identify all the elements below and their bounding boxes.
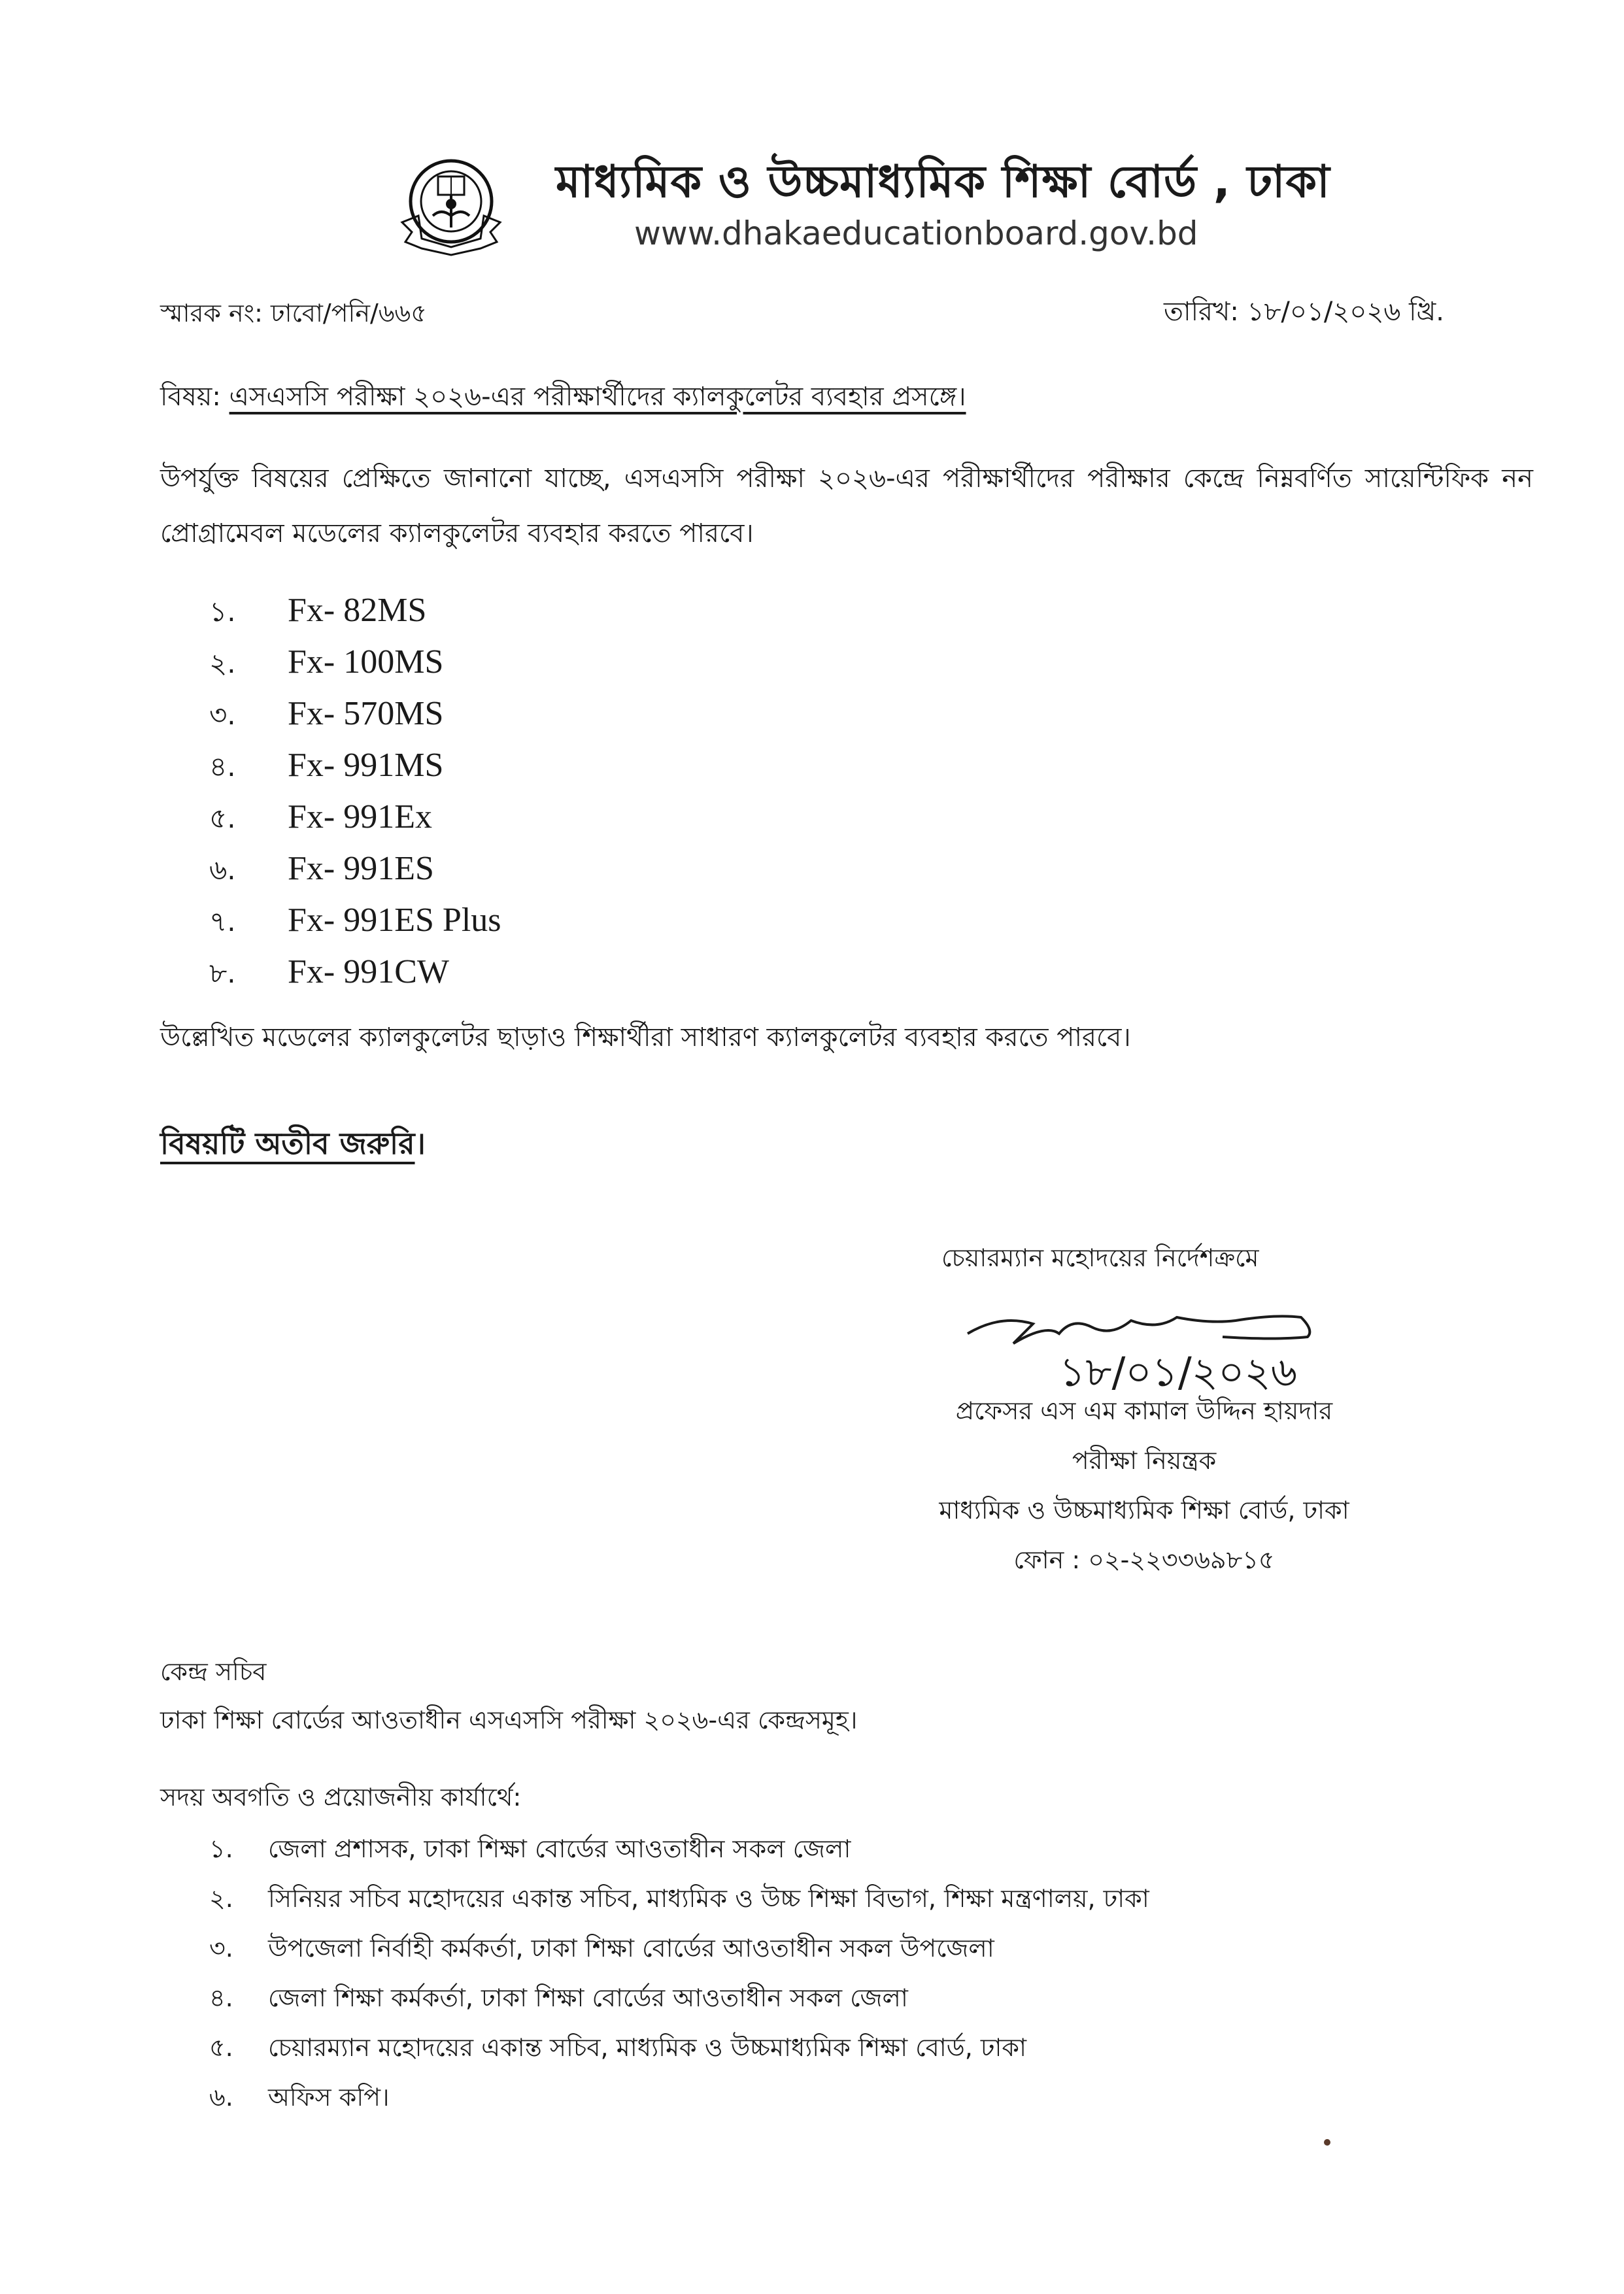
urgent-end: । <box>414 1126 426 1161</box>
model-name: Fx- 991ES Plus <box>288 902 501 939</box>
list-item <box>209 947 501 998</box>
list-number: ৫. <box>209 802 236 834</box>
model-name: Fx- 991CW <box>288 953 449 990</box>
list-text: অফিস কপি। <box>268 2083 390 2112</box>
board-name: মাধ্যমিক ও উচ্চমাধ্যমিক শিক্ষা বোর্ড , ঢাকা <box>556 156 1330 208</box>
signatory-name: প্রফেসর এস এম কামাল উদ্দিন হায়দার <box>955 1396 1333 1425</box>
list-number: ৩. <box>209 1934 233 1963</box>
signature-icon <box>961 1298 1406 1396</box>
list-item <box>209 585 501 637</box>
calculator-model-list <box>209 585 501 998</box>
signatory-designation: পরীক্ষা নিয়ন্ত্রক <box>1072 1446 1217 1475</box>
body-paragraph: উপর্যুক্ত বিষয়ের প্রেক্ষিতে জানানো যাচ্ছে, এসএসসি পরীক্ষা ২০২৬-এর পরীক্ষার্থীদের পরীক্ষার কেন্দ্রে নিম্নবর্ণিত সায়েন্টিফিক নন প্রোগ্রামেবল মডেলের ক্যালকুলেটর ব্যবহার করতে পারবে। <box>160 464 1533 548</box>
subject-line <box>160 376 966 420</box>
list-item <box>209 1874 1149 1923</box>
recipient-block <box>160 1647 857 1744</box>
additional-note: উল্লেখিত মডেলের ক্যালকুলেটর ছাড়াও শিক্ষার্থীরা সাধারণ ক্যালকুলেটর ব্যবহার করতে পারবে। <box>160 1022 1131 1053</box>
list-item <box>209 688 501 740</box>
list-text: জেলা শিক্ষা কর্মকর্তা, ঢাকা শিক্ষা বোর্ডের আওতাধীন সকল জেলা <box>268 1983 908 2012</box>
scan-speck <box>1324 2139 1330 2146</box>
model-name: Fx- 570MS <box>288 695 444 732</box>
recipient-title: কেন্দ্র সচিব <box>160 1657 267 1686</box>
list-item <box>209 1973 1149 2023</box>
list-item <box>209 1824 1149 1874</box>
list-item <box>209 895 501 947</box>
list-number: ৪. <box>209 751 236 783</box>
list-item <box>209 843 501 895</box>
list-text: উপজেলা নির্বাহী কর্মকর্তা, ঢাকা শিক্ষা বোর্ডের আওতাধীন সকল উপজেলা <box>268 1934 994 1963</box>
signatory-block <box>896 1386 1393 1585</box>
list-item <box>209 792 501 843</box>
list-number: ১. <box>209 1834 233 1863</box>
subject-text: এসএসসি পরীক্ষা ২০২৬-এর পরীক্ষার্থীদের ক্যালকুলেটর ব্যবহার প্রসঙ্গে। <box>229 382 966 412</box>
list-number: ৩. <box>209 699 236 731</box>
model-name: Fx- 991MS <box>288 747 444 784</box>
signatory-office: মাধ্যমিক ও উচ্চমাধ্যমিক শিক্ষা বোর্ড, ঢাকা <box>939 1496 1349 1525</box>
board-seal-icon <box>392 150 510 268</box>
recipient-detail: ঢাকা শিক্ষা বোর্ডের আওতাধীন এসএসসি পরীক্ষা ২০২৬-এর কেন্দ্রসমূহ। <box>160 1706 858 1734</box>
list-item <box>209 2072 1149 2122</box>
list-text: জেলা প্রশাসক, ঢাকা শিক্ষা বোর্ডের আওতাধীন সকল জেলা <box>268 1834 851 1863</box>
list-number: ৬. <box>209 2083 233 2112</box>
model-name: Fx- 82MS <box>288 592 427 629</box>
list-number: ৫. <box>209 2033 233 2062</box>
list-item <box>209 740 501 792</box>
model-name: Fx- 100MS <box>288 643 444 681</box>
website-url: www.dhakaeducationboard.gov.bd <box>634 214 1198 252</box>
list-number: ২. <box>209 647 236 679</box>
list-number: ১. <box>209 596 236 628</box>
list-text: সিনিয়র সচিব মহোদয়ের একান্ত সচিব, মাধ্যমিক ও উচ্চ শিক্ষা বিভাগ, শিক্ষা মন্ত্রণালয়, ঢাকা <box>268 1884 1149 1913</box>
list-number: ২. <box>209 1884 233 1913</box>
model-name: Fx- 991ES <box>288 850 434 887</box>
list-item <box>209 2023 1149 2072</box>
copy-to-list <box>209 1824 1149 2122</box>
list-number: ৭. <box>209 905 236 937</box>
subject-label: বিষয়: <box>160 382 221 412</box>
list-text: চেয়ারম্যান মহোদয়ের একান্ত সচিব, মাধ্যমিক ও উচ্চমাধ্যমিক শিক্ষা বোর্ড, ঢাকা <box>268 2033 1027 2062</box>
model-name: Fx- 991Ex <box>288 798 432 835</box>
list-item <box>209 637 501 688</box>
list-number: ৮. <box>209 957 236 989</box>
memo-reference: স্মারক নং: ঢাবো/পনি/৬৬৫ <box>160 299 427 328</box>
list-item <box>209 1923 1149 1973</box>
list-number: ৪. <box>209 1983 233 2012</box>
handwritten-date: ১৮/০১/২০২৬ <box>1059 1348 1298 1396</box>
list-number: ৬. <box>209 854 236 886</box>
by-order-line: চেয়ারম্যান মহোদয়ের নির্দেশক্রমে <box>941 1243 1259 1272</box>
urgent-notice <box>160 1121 426 1171</box>
urgent-text: বিষয়টি অতীব জরুরি <box>160 1126 415 1161</box>
copy-to-heading: সদয় অবগতি ও প্রয়োজনীয় কার্যার্থে: <box>160 1783 522 1812</box>
memo-date: তারিখ: ১৮/০১/২০২৬ খ্রি. <box>1164 297 1445 327</box>
signatory-phone: ফোন : ০২-২২৩৩৬৯৮১৫ <box>1013 1545 1275 1574</box>
